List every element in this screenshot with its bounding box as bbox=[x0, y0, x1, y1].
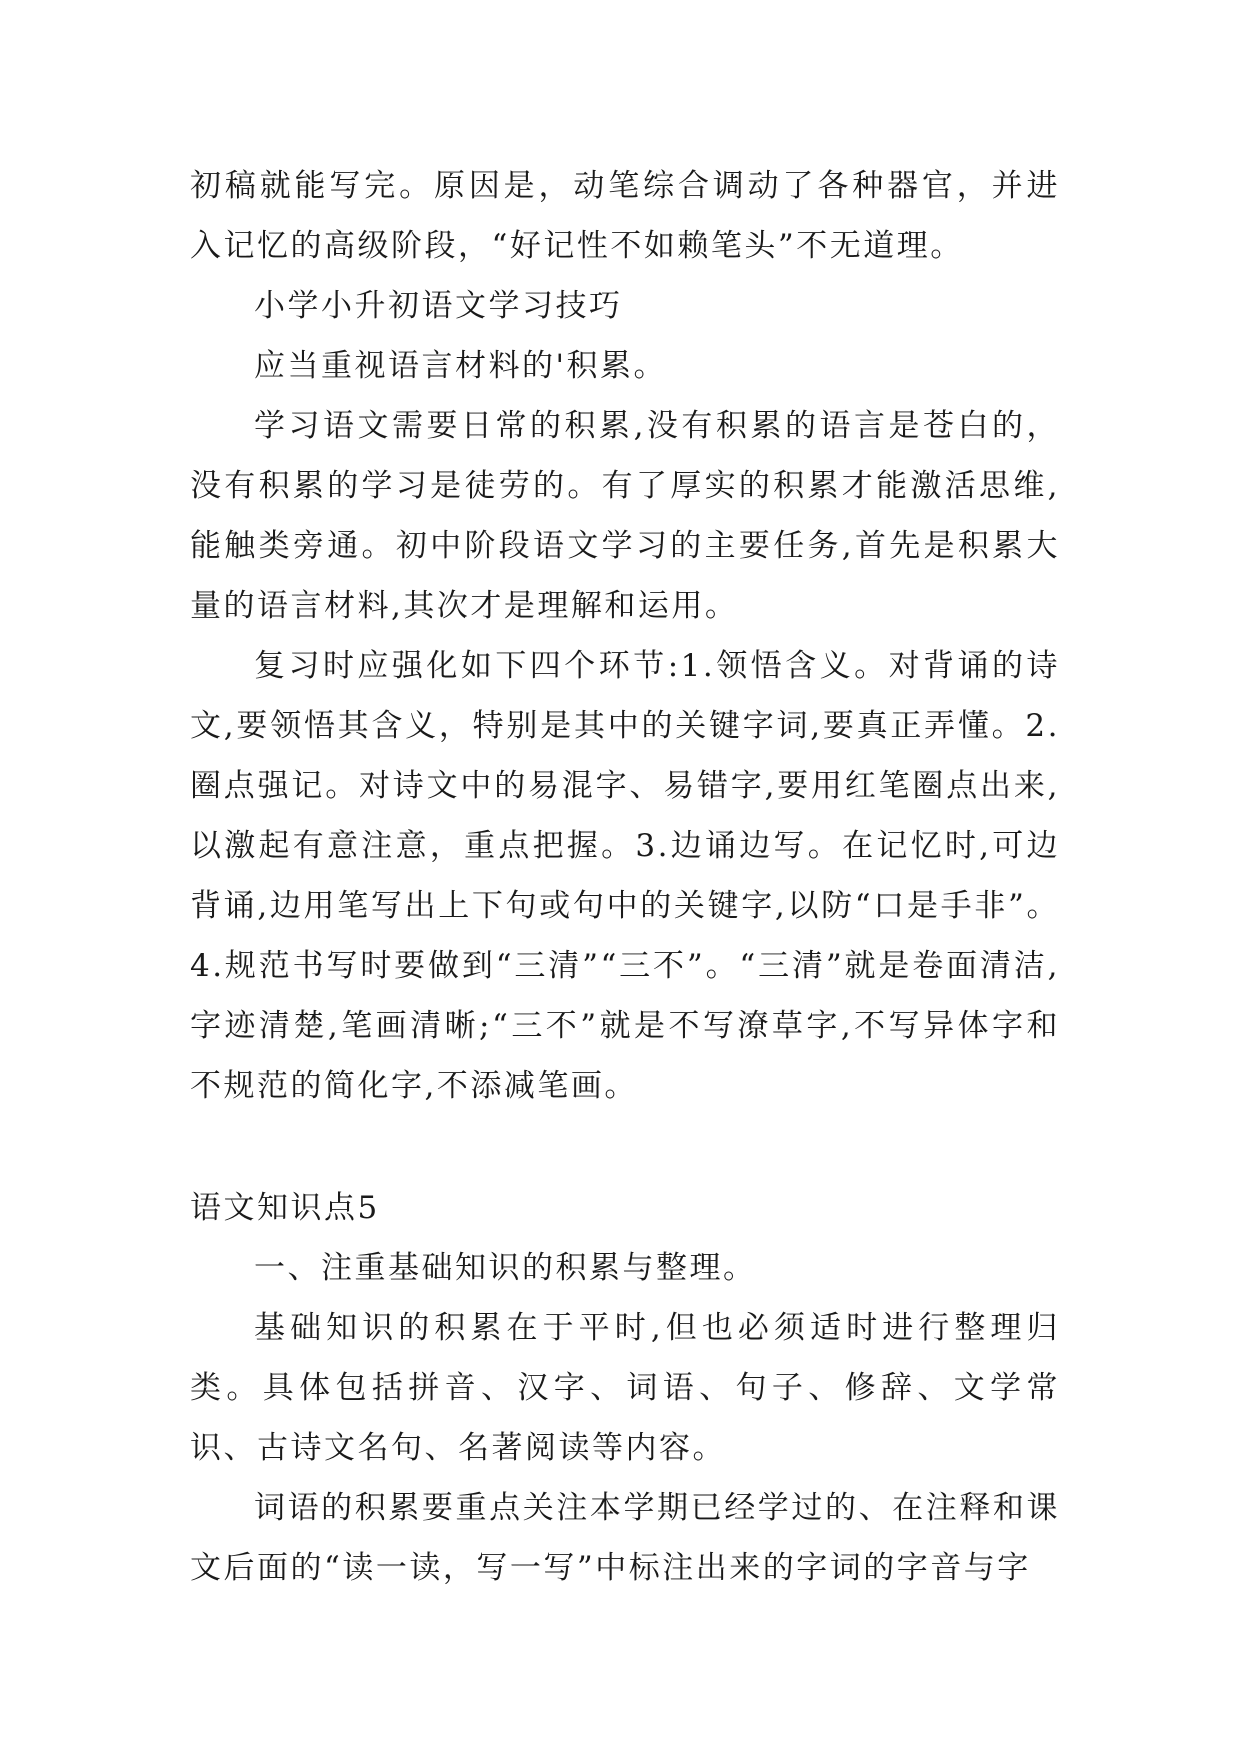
paragraph-basic-knowledge: 基础知识的积累在于平时,但也必须适时进行整理归类。具体包括拼音、汉字、词语、句子、修辞、文学常识、古诗文名句、名著阅读等内容。 bbox=[190, 1310, 1060, 1466]
paragraph-review-steps: 复习时应强化如下四个环节:1.领悟含义。对背诵的诗文,要领悟其含义，特别是其中的关键字词,要真正弄懂。2.圈点强记。对诗文中的易混字、易错字,要用红笔圈点出来,以激起有意注意，重点把握。3.边诵边写。在记忆时,可边背诵,边用笔写出上下句或句中的关键字,以防“口是手非”。4.规范书写时要做到“三清”“三不”。“三清”就是卷面清洁,字迹清楚,笔画清晰;“三不”就是不写潦草字,不写异体字和不规范的简化字,不添减笔画。 bbox=[190, 648, 1060, 1104]
paragraph-accumulation-detail: 学习语文需要日常的积累,没有积累的语言是苍白的，没有积累的学习是徒劳的。有了厚实的积累才能激活思维,能触类旁通。初中阶段语文学习的主要任务,首先是积累大量的语言材料,其次才是理解和运用。 bbox=[190, 408, 1060, 624]
document-body bbox=[190, 156, 1060, 1598]
section-heading: 语文知识点5 bbox=[190, 1190, 380, 1226]
paragraph-accumulation-intro: 应当重视语言材料的'积累。 bbox=[254, 348, 668, 384]
paragraph-point-one: 一、注重基础知识的积累与整理。 bbox=[254, 1250, 757, 1286]
continued-paragraph: 初稿就能写完。原因是，动笔综合调动了各种器官，并进入记忆的高级阶段，“好记性不如赖笔头”不无道理。 bbox=[190, 168, 1060, 264]
subtitle-line: 小学小升初语文学习技巧 bbox=[254, 288, 623, 324]
paragraph-vocabulary: 词语的积累要重点关注本学期已经学过的、在注释和课文后面的“读一读，写一写”中标注出来的字词的字音与字 bbox=[190, 1490, 1060, 1586]
